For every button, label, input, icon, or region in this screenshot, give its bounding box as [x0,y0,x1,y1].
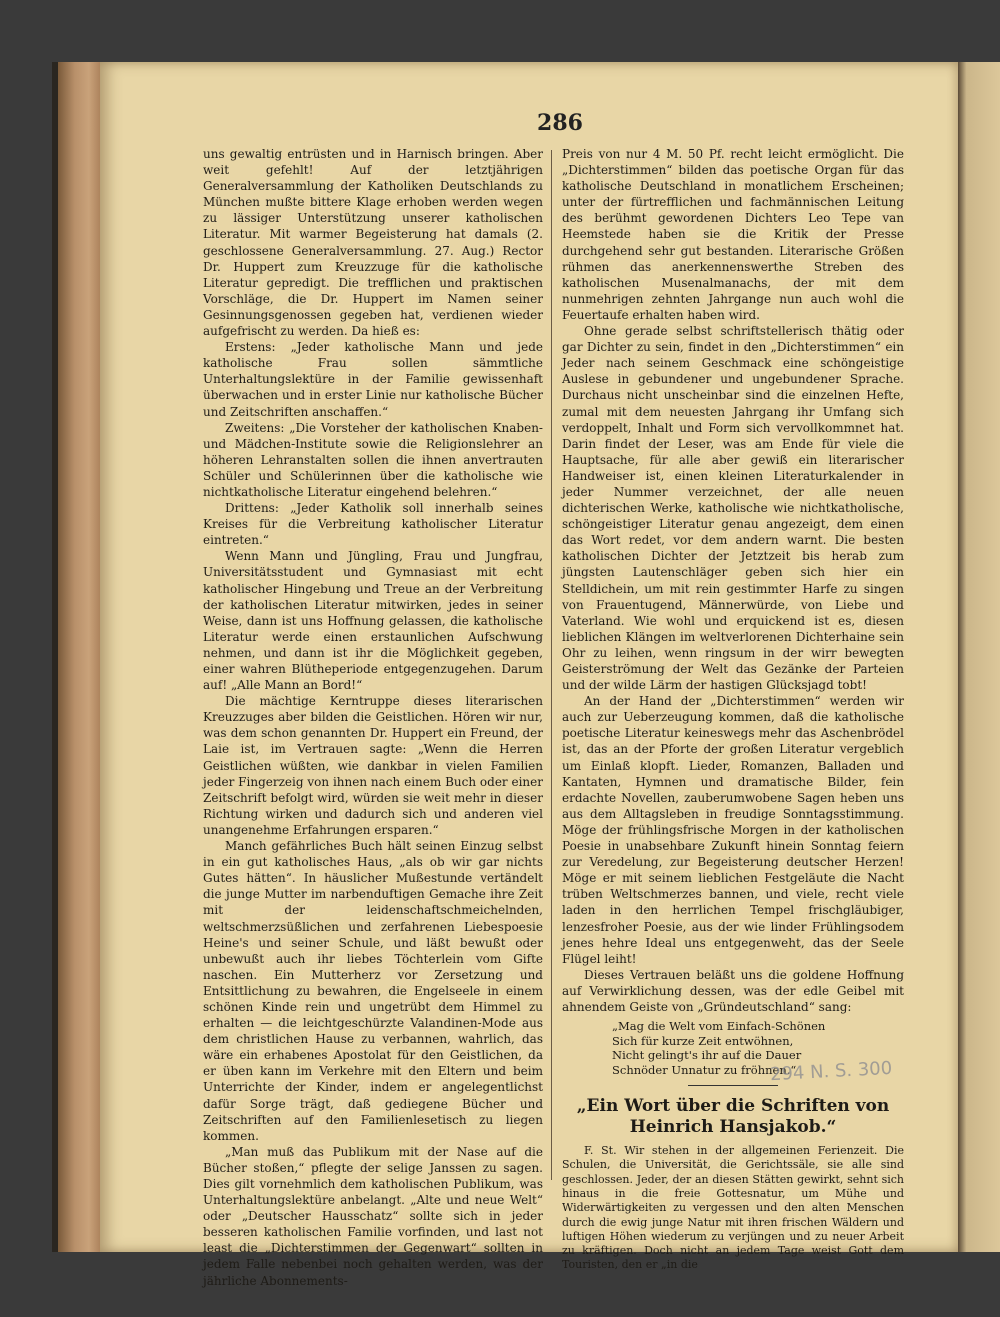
paragraph: Preis von nur 4 M. 50 Pf. recht leicht ermöglicht. Die „Dichterstimmen“ bilden das poetische Organ für das katholische Deutschland in monatlichem Erscheinen; unter der fürtrefflichen und fachmännischen Leitung des berühmt gewordenen Dichters Leo Tepe van Heemstede haben sie die Kritik der Presse durchgehend sehr gut bestanden. Literarische Größen rühmen das anerkennenswerthe Streben des katholischen Musenalmanachs, der mit dem nunmehrigen zehnten Jahrgange nun auch wohl die Feuertaufe erhalten haben wird. [562,147,904,322]
right-column [562,146,904,1273]
column-divider [551,150,552,1180]
paragraph: Wenn Mann und Jüngling, Frau und Jungfrau, Universitätsstudent und Gymnasiast mit echt katholischer Hingebung und Treue an der Verbreitung der katholischen Literatur mitwirken, jedes in seiner Weise, dann ist uns Hoffnung gelassen, die katholische Literatur werde einen erstaunlichen Aufschwung nehmen, und dann ist ihr die Möglichkeit gegeben, einer wahren Blütheperiode entgegenzugehen. Darum auf! „Alle Mann an Bord!“ [203,549,543,693]
paragraph: uns gewaltig entrüsten und in Harnisch bringen. Aber weit gefehlt! Auf der letztjährigen Generalversammlung der Katholiken Deutschlands zu München mußte bittere Klage erhoben werden wegen zu lässiger Unterstützung unserer katholischen Literatur. Mit warmer Begeisterung hat damals (2. geschlossene Generalversammlung. 27. Aug.) Rector Dr. Huppert zum Kreuzzuge für die katholische Literatur gepredigt. Die trefflichen und praktischen Vorschläge, die Dr. Huppert im Namen seiner Gesinnungsgenossen gegeben hat, verdienen wieder aufgefrischt zu werden. Da hieß es: [203,147,543,339]
poem-quote: „Mag die Welt vom Einfach-Schönen Sich für kurze Zeit entwöhnen, Nicht gelingt's ihr auf die Dauer Schnöder Unnatur zu fröhnen.“ [612,1019,826,1077]
paragraph: Erstens: „Jeder katholische Mann und jede katholische Frau sollen sämmtliche Unterhaltungslektüre in der Familie gewissenhaft überwachen und in erster Linie nur katholische Bücher und Zeitschriften anschaffen.“ [203,340,543,419]
paragraph: An der Hand der „Dichterstimmen“ werden wir auch zur Ueberzeugung kommen, daß die katholische poetische Literatur keineswegs mehr das Aschenbrödel ist, das an der Pforte der großen Literatur vergeblich um Einlaß klopft. Lieder, Romanzen, Balladen und Kantaten, Hymnen und dramatische Bilder, fein erdachte Novellen, zauberumwobene Sagen heben uns aus dem Alltagsleben in freudige Sonntagsstimmung. Möge der frühlingsfrische Morgen in der katholischen Poesie in unabsehbare Zukunft hinein Sonntag feiern zur Veredelung, zur Begeisterung deutscher Herzen! Möge er mit seinem lieblichen Festgeläute die Nacht trüben Weltschmerzes bannen, und viele, recht viele laden in den herrlichen Tempel frischgläubiger, lenzesfroher Poesie, aus der wie linder Frühlingsodem jenes hehre Ideal uns entgegenweht, das der Seele Flügel leiht! [562,694,904,966]
handwritten-pencil-note: 294 N. S. 300 [769,1057,893,1086]
paragraph: „Man muß das Publikum mit der Nase auf die Bücher stoßen,“ pflegte der selige Janssen zu sagen. Dies gilt vornehmlich dem katholischen Publikum, was Unterhaltungslektüre anbelangt. „Alte und neue Welt“ oder „Deutscher Hausschatz“ sollte sich in jeder besseren katholischen Familie vorfinden, und last not least die „Dichterstimmen der Gegenwart“ sollten in jedem Falle nebenbei noch gehalten werden, was der jährliche Abonnements- [203,1144,543,1288]
paragraph: Ohne gerade selbst schriftstellerisch thätig oder gar Dichter zu sein, findet in den „Dichterstimmen“ ein Jeder nach seinem Geschmack eine schöngeistige Auslese in gebundener und ungebundener Sprache. Durchaus nicht unscheinbar sind die einzelnen Hefte, zumal mit dem neuesten Jahrgang ihr Umfang sich verdoppelt, Inhalt und Form sich vervollkommnet hat. Darin findet der Leser, was am Ende für viele die Hauptsache, für alle aber gewiß ein literarischer Handweiser ist, einen kleinen Literaturkalender in jeder Nummer verzeichnet, der alle neuen dichterischen Werke, katholische wie nichtkatholische, schöngeistiger Literatur genau angezeigt, dem einen das Wort redet, vor dem andern warnt. Die besten katholischen Dichter der Jetztzeit bis herab zum jüngsten Lautenschläger geben sich hier ein Stelldichein, um mit rein gestimmter Harfe zu singen von Frauentugend, Männerwürde, von Liebe und Vaterland. Wie wohl und erquickend ist es, diesen lieblichen Klängen im weltverlorenen Dichterhaine sein Ohr zu leihen, wenn ringsum in der wirr bewegten Geisterströmung der Welt das Gezänke der Parteien und der wilde Lärm der hastigen Glücksjagd tobt! [562,324,904,693]
paragraph: Die mächtige Kerntruppe dieses literarischen Kreuzzuges aber bilden die Geistlichen. Hören wir nur, was dem schon genannten Dr. Huppert ein Freund, der Laie ist, im Vertrauen sagte: „Wenn die Herren Geistlichen wüßten, wie dankbar in vielen Familien jeder Fingerzeig von ihnen nach einem Buch oder einer Zeitschrift befolgt wird, würden sie weit mehr in dieser Richtung wirken und dadurch sich und anderen viel unangenehme Erfahrungen ersparen.“ [203,694,543,837]
paragraph: Zweitens: „Die Vorsteher der katholischen Knaben- und Mädchen-Institute sowie die Religionslehrer an höheren Lehranstalten sollen die ihnen anvertrauten Schüler und Schülerinnen über die katholische wie nichtkatholische Literatur eingehend belehren.“ [203,420,543,499]
section-rule [688,1085,778,1086]
paragraph: Drittens: „Jeder Katholik soll innerhalb seines Kreises für die Verbreitung katholischer Literatur eintreten.“ [203,501,543,548]
left-column [203,146,543,1289]
page-number: 286 [537,110,583,136]
paragraph: Dieses Vertrauen beläßt uns die goldene Hoffnung auf Verwirklichung dessen, was der edle Geibel mit ahnendem Geiste von „Gründeutschland“ sang: [562,967,904,1014]
facing-page-edge [958,62,1000,1252]
paragraph: Manch gefährliches Buch hält seinen Einzug selbst in ein gut katholisches Haus, „als ob wir gar nichts Gutes hätten“. In häuslicher Mußestunde vertändelt die junge Mutter im narbenduftigen Gemache ihre Zeit mit der leidenschaftschmeichelnden, weltschmerzsüßlichen und zerfahrenen Liebespoesie Heine's und seiner Schule, und läßt bewußt oder unbewußt auch ihr liebes Töchterlein vom Gifte naschen. Ein Mutterherz vor Zersetzung und Entsittlichung zu bewahren, die Engelseele in einem schönen Kinde rein und ungetrübt dem Himmel zu erhalten — die leichtgeschürzte Valandinen-Mode aus dem christlichen Hause zu verbannen, wahrlich, das wäre ein erhabenes Apostolat für den Geistlichen, da er üben kann im Verkehre mit den Eltern und beim Unterrichte der Kinder, indem er angelegentlichst dafür Sorge trägt, daß gediegene Bücher und Zeitschriften auf den Familienlesetisch zu liegen kommen. [203,839,543,1143]
article-body: F. St. Wir stehen in der allgemeinen Ferienzeit. Die Schulen, die Universität, die Gerichtssäle, sie alle sind geschlossen. Jeder, der an diesen Stätten gewirkt, sehnt sich hinaus in die freie Gottesnatur, um Mühe und Widerwärtigkeiten zu vergessen und den alten Menschen durch die ewig junge Natur mit ihren frischen Wäldern und luftigen Höhen wiederum zu verjüngen und zu neuer Arbeit zu kräftigen. Doch nicht an jedem Tage weist Gott dem Touristen, den er „in die [562,1144,904,1272]
article-title: „Ein Wort über die Schriften von Heinrich Hansjakob.“ [576,1096,890,1138]
